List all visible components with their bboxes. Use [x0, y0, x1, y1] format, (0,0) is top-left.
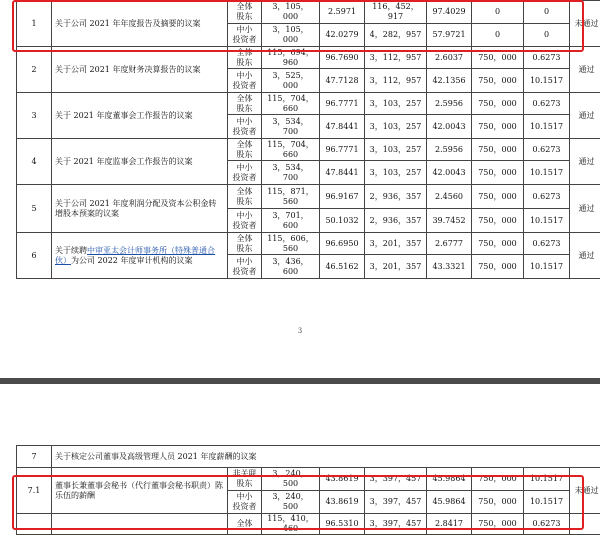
oppose-shares: 3，112，957 — [365, 69, 427, 93]
highlight-box-row-7-1 — [12, 475, 584, 530]
proposal-title: 关于续聘中审亚太会计师事务所（特殊普通合伙）为公司 2022 年度审计机构的议案 — [52, 233, 228, 279]
table-row — [17, 93, 600, 115]
agree-percent: 96.7771 — [320, 93, 365, 115]
row-number: 7.1 — [17, 468, 52, 514]
oppose-shares: 116，452，917 — [365, 1, 427, 24]
oppose-shares: 3，103，257 — [365, 93, 427, 115]
oppose-percent: 2.5956 — [427, 93, 472, 115]
abstain-percent: 0.6273 — [524, 93, 570, 115]
proposal-title: 关于公司 2021 年年度报告及摘要的议案 — [52, 1, 228, 47]
oppose-shares: 3，103，257 — [365, 115, 427, 139]
shareholder-type: 中小 投资者 — [228, 161, 262, 185]
vote-result: 未通过 — [570, 1, 600, 47]
document-page-2 — [0, 390, 600, 544]
abstain-shares: 750，000 — [472, 185, 524, 209]
abstain-percent: 0.6273 — [524, 139, 570, 161]
abstain-percent: 0 — [524, 24, 570, 47]
agree-shares: 3，240，500 — [262, 468, 320, 491]
shareholder-type: 全体 股东 — [228, 233, 262, 255]
agree-shares: 3，534，700 — [262, 115, 320, 139]
agree-shares: 3，436，600 — [262, 255, 320, 279]
row-number: 3 — [17, 93, 52, 139]
abstain-percent: 10.1517 — [524, 115, 570, 139]
agree-shares: 115，871，560 — [262, 185, 320, 209]
agree-shares: 115，694，960 — [262, 47, 320, 69]
oppose-percent: 39.7452 — [427, 209, 472, 233]
abstain-shares: 750，000 — [472, 209, 524, 233]
agree-percent: 96.7771 — [320, 139, 365, 161]
agree-percent: 96.9167 — [320, 185, 365, 209]
abstain-shares: 750，000 — [472, 161, 524, 185]
shareholder-type: 全体 股东 — [228, 1, 262, 24]
abstain-shares: 750，000 — [472, 491, 524, 514]
oppose-percent: 2.8417 — [427, 514, 472, 535]
oppose-percent: 42.0043 — [427, 115, 472, 139]
agree-percent: 2.5971 — [320, 1, 365, 24]
oppose-percent: 57.9721 — [427, 24, 472, 47]
shareholder-type: 全体 — [228, 514, 262, 535]
shareholder-type: 中小 投资者 — [228, 69, 262, 93]
abstain-percent: 10.1517 — [524, 209, 570, 233]
highlight-box-row-1 — [12, 0, 584, 52]
table-row — [17, 446, 600, 468]
agree-percent: 47.8441 — [320, 161, 365, 185]
agree-shares: 115，704，660 — [262, 139, 320, 161]
abstain-shares: 750，000 — [472, 69, 524, 93]
abstain-shares: 750，000 — [472, 93, 524, 115]
vote-result: 通过 — [570, 233, 600, 279]
agree-percent: 43.8619 — [320, 491, 365, 514]
abstain-shares: 750，000 — [472, 255, 524, 279]
agree-shares: 115，606，560 — [262, 233, 320, 255]
agree-percent: 96.5310 — [320, 514, 365, 535]
agree-percent: 47.7128 — [320, 69, 365, 93]
shareholder-type: 中小 投资者 — [228, 255, 262, 279]
proposal-title: 关于公司 2021 年度财务决算报告的议案 — [52, 47, 228, 93]
agree-percent: 47.8441 — [320, 115, 365, 139]
vote-result: 通过 — [570, 93, 600, 139]
oppose-percent: 97.4029 — [427, 1, 472, 24]
agree-percent: 46.5162 — [320, 255, 365, 279]
oppose-shares: 3，397，457 — [365, 491, 427, 514]
oppose-shares: 3，103，257 — [365, 161, 427, 185]
vote-result: 通过 — [570, 139, 600, 185]
abstain-percent: 10.1517 — [524, 468, 570, 491]
oppose-shares: 3，201，357 — [365, 255, 427, 279]
agree-percent: 42.0279 — [320, 24, 365, 47]
row-number: 5 — [17, 185, 52, 233]
oppose-percent: 45.9864 — [427, 468, 472, 491]
table-row — [17, 185, 600, 209]
oppose-shares: 3，112，957 — [365, 47, 427, 69]
abstain-percent: 10.1517 — [524, 161, 570, 185]
row-number: 4 — [17, 139, 52, 185]
row-number: 7 — [17, 446, 52, 468]
row-number: 6 — [17, 233, 52, 279]
vote-result: 未通过 — [570, 468, 600, 514]
oppose-shares: 2，936，357 — [365, 185, 427, 209]
abstain-percent: 0.6273 — [524, 514, 570, 535]
abstain-shares: 750，000 — [472, 139, 524, 161]
oppose-percent: 2.4560 — [427, 185, 472, 209]
abstain-percent: 0.6273 — [524, 185, 570, 209]
proposal-title: 董事长兼董事会秘书（代行董事会秘书职责）陈乐伍的薪酬 — [52, 468, 228, 514]
abstain-shares: 750，000 — [472, 468, 524, 491]
auditor-link[interactable]: 中审亚太会计师事务所（特殊普通合伙） — [55, 245, 215, 265]
oppose-percent: 42.1356 — [427, 69, 472, 93]
proposal-title: 关于核定公司董事及高级管理人员 2021 年度薪酬的议案 — [52, 446, 600, 468]
oppose-shares: 3，397，457 — [365, 468, 427, 491]
abstain-percent: 0.6273 — [524, 233, 570, 255]
agree-shares: 3，525，000 — [262, 69, 320, 93]
agree-percent: 96.7690 — [320, 47, 365, 69]
shareholder-type: 全体 股东 — [228, 93, 262, 115]
abstain-percent: 10.1517 — [524, 69, 570, 93]
agree-shares: 3，240，500 — [262, 491, 320, 514]
vote-result: 通过 — [570, 47, 600, 93]
agree-shares: 115，410，460 — [262, 514, 320, 535]
oppose-percent: 2.6777 — [427, 233, 472, 255]
shareholder-type: 中小 投资者 — [228, 115, 262, 139]
agree-shares: 3，105，000 — [262, 1, 320, 24]
agree-shares: 115，704，660 — [262, 93, 320, 115]
abstain-percent: 0 — [524, 1, 570, 24]
shareholder-type: 中小 投资者 — [228, 24, 262, 47]
oppose-shares: 3，397，457 — [365, 514, 427, 535]
agree-shares: 3，701，600 — [262, 209, 320, 233]
abstain-percent: 0.6273 — [524, 47, 570, 69]
agree-percent: 43.8619 — [320, 468, 365, 491]
proposal-title: 关于 2021 年度监事会工作报告的议案 — [52, 139, 228, 185]
abstain-shares: 0 — [472, 24, 524, 47]
abstain-percent: 10.1517 — [524, 255, 570, 279]
abstain-percent: 10.1517 — [524, 491, 570, 514]
oppose-percent: 2.5956 — [427, 139, 472, 161]
abstain-shares: 750，000 — [472, 233, 524, 255]
page-number: 3 — [297, 327, 303, 335]
table-row — [17, 139, 600, 161]
shareholder-type: 中小 投资者 — [228, 491, 262, 514]
proposal-title: 关于 2021 年度董事会工作报告的议案 — [52, 93, 228, 139]
vote-result: 通过 — [570, 185, 600, 233]
shareholder-type: 全体 股东 — [228, 139, 262, 161]
oppose-percent: 45.9864 — [427, 491, 472, 514]
abstain-shares: 0 — [472, 1, 524, 24]
oppose-shares: 2，936，357 — [365, 209, 427, 233]
shareholder-type: 非关联 股东 — [228, 468, 262, 491]
shareholder-type: 中小 投资者 — [228, 209, 262, 233]
row-number: 1 — [17, 1, 52, 47]
proposal-title: 关于公司 2021 年度利润分配及资本公积金转增股本预案的议案 — [52, 185, 228, 233]
agree-shares: 3，534，700 — [262, 161, 320, 185]
abstain-shares: 750，000 — [472, 47, 524, 69]
oppose-percent: 42.0043 — [427, 161, 472, 185]
agree-shares: 3，105，000 — [262, 24, 320, 47]
shareholder-type: 全体 股东 — [228, 47, 262, 69]
abstain-shares: 750，000 — [472, 115, 524, 139]
table-row — [17, 233, 600, 255]
oppose-shares: 3，201，357 — [365, 233, 427, 255]
page-divider — [0, 378, 600, 384]
agree-percent: 96.6950 — [320, 233, 365, 255]
oppose-shares: 3，103，257 — [365, 139, 427, 161]
row-number: 2 — [17, 47, 52, 93]
agree-percent: 50.1032 — [320, 209, 365, 233]
abstain-shares: 750，000 — [472, 514, 524, 535]
oppose-percent: 2.6037 — [427, 47, 472, 69]
oppose-percent: 43.3321 — [427, 255, 472, 279]
shareholder-type: 全体 股东 — [228, 185, 262, 209]
oppose-shares: 4，282，957 — [365, 24, 427, 47]
